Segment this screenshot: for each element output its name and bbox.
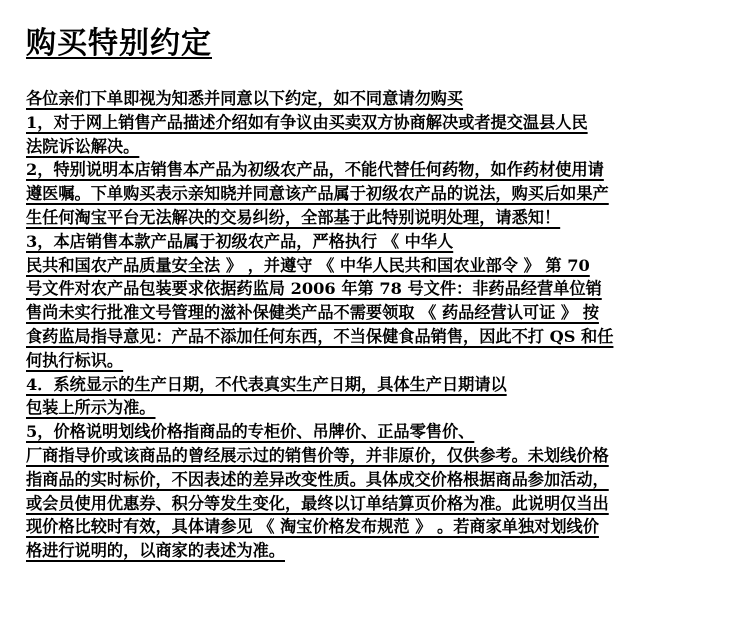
terms-line: 5，价格说明划线价格指商品的专柜价、吊牌价、正品零售价、: [26, 422, 475, 442]
terms-line: 现价格比较时有效，具体请参见 《 淘宝价格发布规范 》 。若商家单独对划线价: [26, 517, 599, 537]
agreement-document: [26, 24, 726, 563]
terms-line: 食药监局指导意见：产品不添加任何东西，不当保健食品销售，因此不打 QS 和任: [26, 326, 614, 346]
terms-line: 或会员使用优惠券、积分等发生变化，最终以订单结算页价格为准。此说明仅当出: [26, 493, 609, 513]
terms-line: 4．系统显示的生产日期，不代表真实生产日期，具体生产日期请以: [26, 374, 507, 394]
terms-line: 法院诉讼解决。: [26, 136, 140, 156]
terms-body: [26, 111, 726, 563]
terms-line: 3，本店销售本款产品属于初级农产品，严格执行 《 中华人: [26, 231, 454, 251]
terms-line: 遵医嘱。下单购买表示亲知晓并同意该产品属于初级农产品的说法，购买后如果产: [26, 184, 609, 204]
terms-line: 1，对于网上销售产品描述介绍如有争议由买卖双方协商解决或者提交温县人民: [26, 112, 588, 132]
terms-line: 民共和国农产品质量安全法 》 ，并遵守 《 中华人民共和国农业部令 》 第 70: [26, 255, 590, 275]
terms-line: 格进行说明的，以商家的表述为准。: [26, 541, 285, 561]
page-title: 购买特别约定: [26, 26, 212, 61]
terms-line: 厂商指导价或该商品的曾经展示过的销售价等，并非原价，仅供参考。未划线价格: [26, 445, 609, 465]
terms-line: 指商品的实时标价，不因表述的差异改变性质。具体成交价格根据商品参加活动，: [26, 469, 609, 489]
terms-line: 号文件对农产品包装要求依据药监局 2006 年第 78 号文件：非药品经营单位销: [26, 279, 602, 299]
terms-line: 2，特别说明本店销售本产品为初级农产品，不能代替任何药物，如作药材使用请: [26, 160, 604, 180]
terms-line: 生任何淘宝平台无法解决的交易纠纷，全部基于此特别说明处理，请悉知！: [26, 207, 561, 227]
intro-text: 各位亲们下单即视为知悉并同意以下约定，如不同意请勿购买: [26, 89, 464, 108]
terms-line: 售尚未实行批准文号管理的滋补保健类产品不需要领取 《 药品经营认可证 》 按: [26, 303, 599, 323]
terms-line: 包装上所示为准。: [26, 398, 156, 418]
terms-line: 何执行标识。: [26, 350, 124, 370]
